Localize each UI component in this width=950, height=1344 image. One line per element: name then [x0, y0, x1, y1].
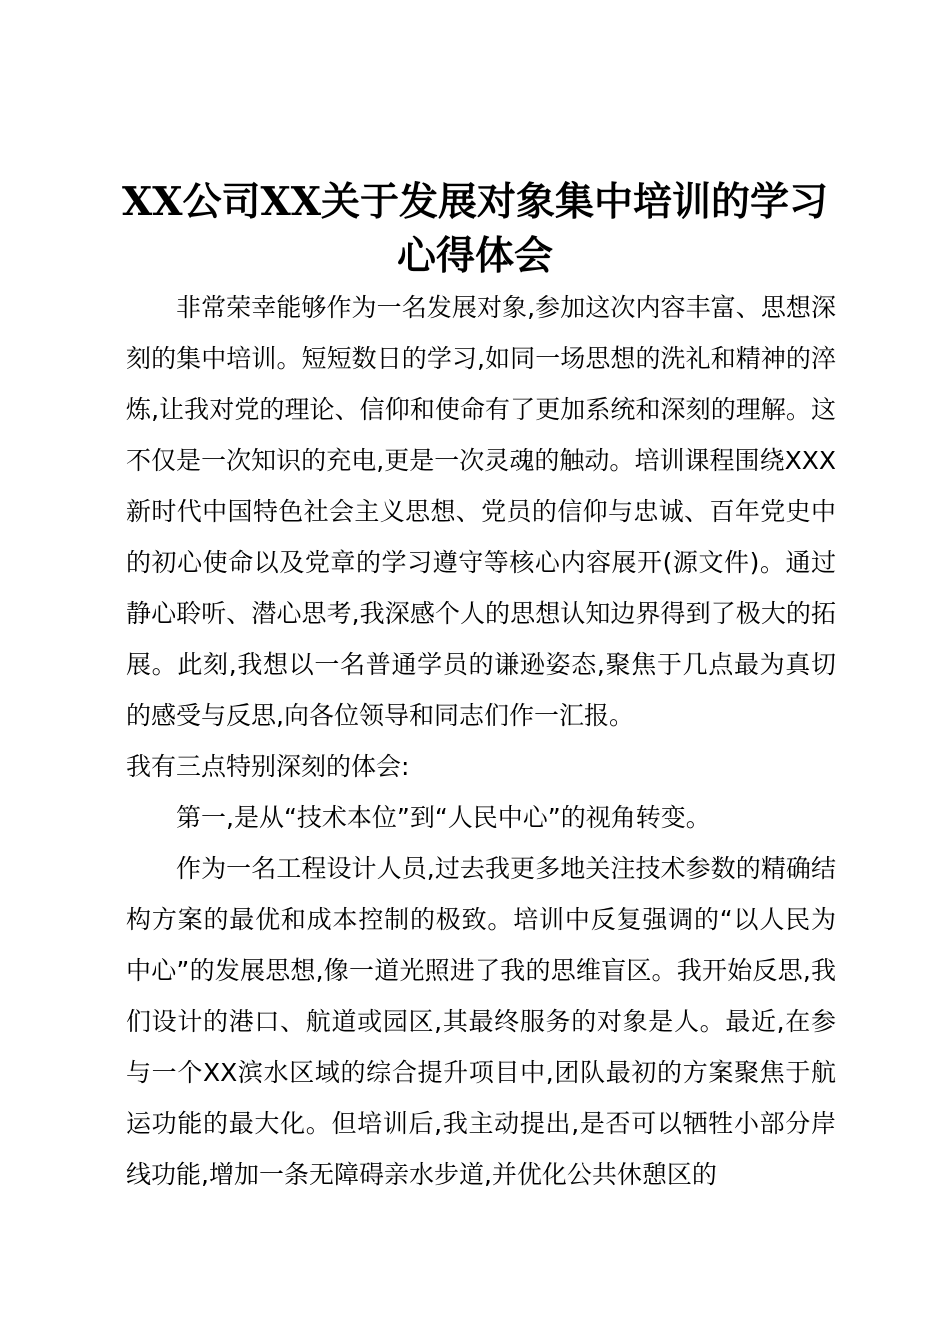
paragraph-first-point-heading: 第一,是从“技术本位”到“人民中心”的视角转变。: [176, 803, 711, 832]
document-title: XX公司XX关于发展对象集中培训的学习心得体会: [121, 179, 829, 279]
paragraph-intro: 非常荣幸能够作为一名发展对象,参加这次内容丰富、思想深刻的集中培训。短短数日的学习,如同一场思想的洗礼和精神的淬炼,让我对党的理论、信仰和使命有了更加系统和深刻的理解。这不仅是一次知识的充电,更是一次灵魂的触动。培训课程围绕XXX新时代中国特色社会主义思想、党员的信仰与忠诚、百年党史中的初心使命以及党章的学习遵守等核心内容展开(源文件)。通过静心聆听、潜心思考,我深感个人的思想认知边界得到了极大的拓展。此刻,我想以一名普通学员的谦逊姿态,聚焦于几点最为真切的感受与反思,向各位领导和同志们作一汇报。: [126, 293, 836, 730]
paragraph-first-point-body: 作为一名工程设计人员,过去我更多地关注技术参数的精确结构方案的最优和成本控制的极致。培训中反复强调的“以人民为中心”的发展思想,像一道光照进了我的思维盲区。我开始反思,我们设计的港口、航道或园区,其最终服务的对象是人。最近,在参与一个XX滨水区域的综合提升项目中,团队最初的方案聚焦于航运功能的最大化。但培训后,我主动提出,是否可以牺牲小部分岸线功能,增加一条无障碍亲水步道,并优化公共休憩区的: [126, 854, 836, 1189]
paragraph-three-points: 我有三点特别深刻的体会:: [126, 752, 410, 781]
document-body: [126, 282, 836, 1200]
